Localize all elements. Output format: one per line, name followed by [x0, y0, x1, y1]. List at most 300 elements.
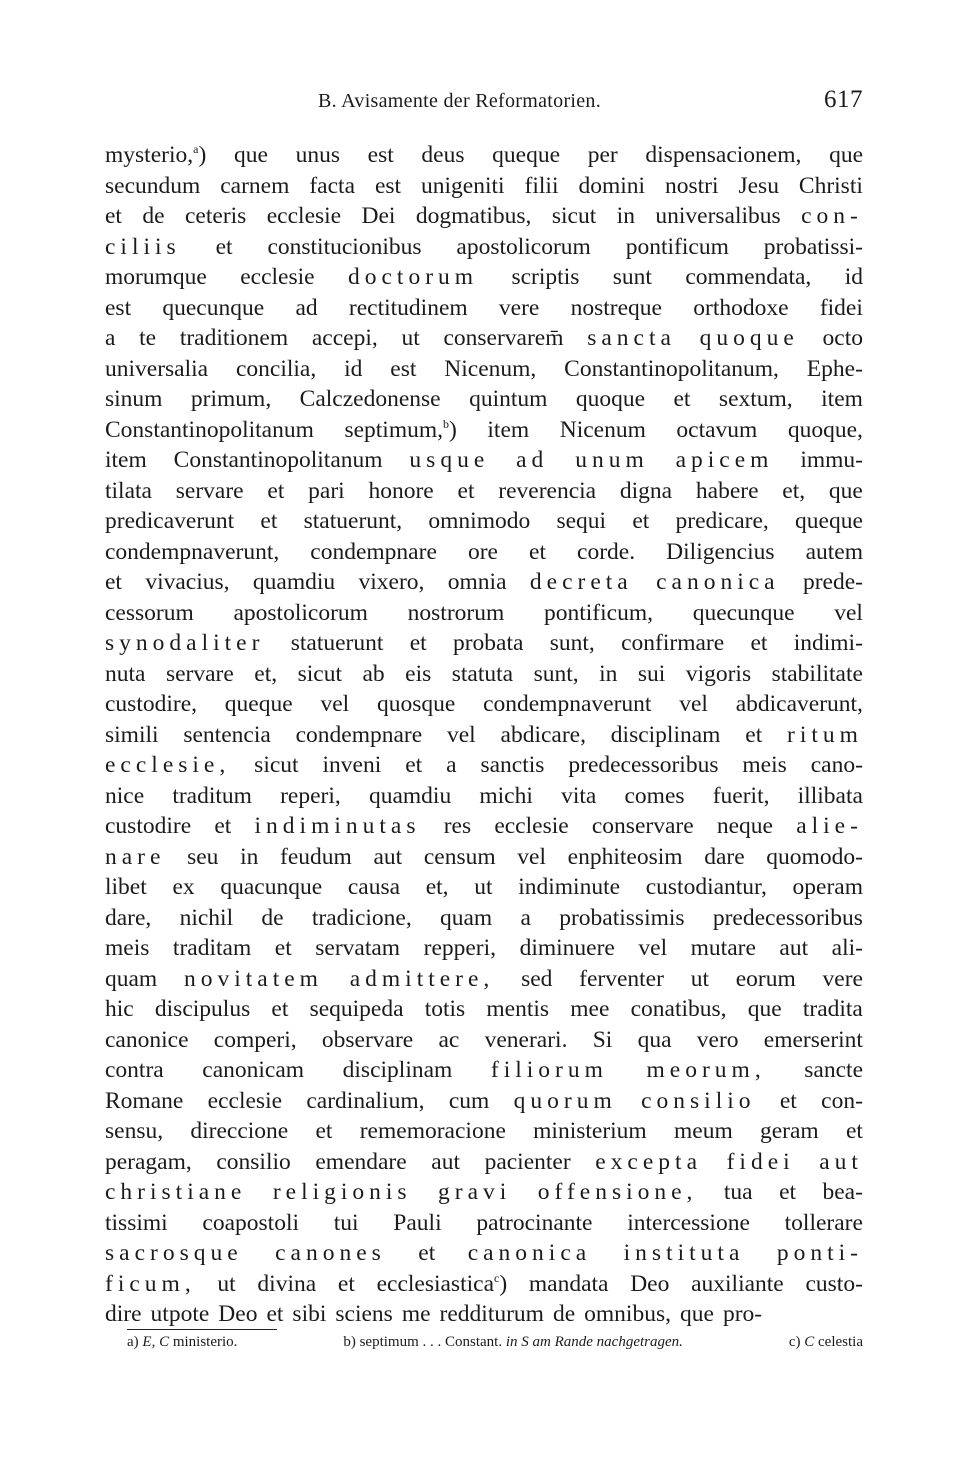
word — [105, 1025, 189, 1056]
word-part: conservare — [591, 813, 694, 839]
word — [468, 537, 498, 568]
word — [520, 933, 615, 964]
word — [846, 1116, 863, 1147]
word — [561, 781, 596, 812]
word — [338, 1269, 355, 1300]
word — [216, 1147, 290, 1178]
word-part: tradita — [802, 996, 863, 1022]
word-part: Nicenum — [559, 416, 646, 443]
word — [656, 567, 780, 598]
word — [424, 933, 496, 964]
word — [105, 903, 151, 934]
word — [821, 384, 863, 415]
word — [691, 964, 709, 995]
word-part: quamdiu — [252, 569, 336, 595]
word — [359, 567, 425, 598]
word-part: aut — [431, 1148, 460, 1175]
word-part: aut — [373, 843, 403, 870]
word — [538, 1177, 698, 1208]
word-part: item — [821, 386, 863, 412]
spaced-word: con- — [801, 203, 863, 229]
word-part: dire — [105, 1301, 142, 1327]
word — [587, 323, 676, 354]
word — [350, 964, 495, 995]
word-part: discipulus — [154, 996, 251, 1022]
word — [514, 1086, 617, 1117]
word-part: seu — [187, 843, 219, 870]
footnote-rule — [127, 1329, 277, 1330]
word — [298, 659, 342, 690]
word-part: et — [745, 721, 763, 748]
word — [800, 445, 863, 476]
word-part: facta — [309, 172, 356, 199]
word-part: disciplinam — [610, 721, 721, 748]
word-part: michi — [479, 782, 533, 809]
word — [405, 750, 422, 781]
word — [568, 842, 683, 873]
word-part: item — [487, 416, 530, 443]
word — [674, 384, 691, 415]
word-part: quoque — [575, 386, 646, 412]
word — [440, 1299, 544, 1330]
word-part: nostrorum — [407, 599, 505, 626]
word — [745, 720, 762, 751]
word-part: ) — [198, 142, 207, 168]
spaced-word: apicem — [675, 447, 774, 473]
word-part: inveni — [322, 752, 382, 778]
word — [655, 201, 780, 232]
word — [267, 232, 421, 263]
word — [172, 781, 252, 812]
word-part: sciens — [335, 1301, 393, 1327]
word-part: immu- — [800, 447, 863, 473]
word-part: quecunque — [692, 599, 795, 626]
word — [105, 994, 134, 1025]
word-part: et — [529, 538, 546, 565]
word — [304, 506, 403, 537]
word — [486, 994, 549, 1025]
spaced-word: gravi — [438, 1179, 512, 1205]
word-part: vel — [447, 721, 476, 748]
word — [571, 293, 662, 324]
word — [390, 354, 416, 385]
word-part: hic — [105, 996, 134, 1022]
word-part: intercessione — [627, 1209, 750, 1236]
word — [275, 1238, 386, 1269]
text-line — [105, 384, 863, 415]
word-part: id — [844, 264, 863, 290]
text-line — [105, 1299, 863, 1330]
word-part: et — [266, 1301, 284, 1327]
word — [261, 903, 283, 934]
word — [717, 811, 773, 842]
word — [267, 201, 341, 232]
word-part: indiminute — [518, 874, 621, 900]
word-part: servatam — [315, 935, 401, 961]
word-part: abdicare, — [500, 721, 586, 748]
word — [105, 140, 206, 171]
word-part: que — [747, 996, 782, 1022]
word — [533, 1116, 647, 1147]
word-part: octavum — [676, 416, 758, 443]
word — [676, 445, 774, 476]
word — [750, 628, 767, 659]
word — [105, 872, 147, 903]
footnote-b-text: septimum . . . Constant. — [359, 1334, 503, 1350]
word — [501, 720, 586, 751]
text-line — [105, 1116, 863, 1147]
word — [291, 628, 384, 659]
word-part: diminuere — [519, 935, 615, 961]
word-part: divina — [257, 1270, 317, 1297]
word — [176, 476, 244, 507]
word — [253, 567, 335, 598]
word-part: sanctis — [480, 752, 545, 778]
word — [521, 903, 531, 934]
word-part: in — [599, 660, 618, 687]
word — [444, 354, 536, 385]
word-part: rememoracione — [359, 1118, 506, 1144]
word — [202, 1208, 299, 1239]
word — [772, 659, 863, 690]
word-part: auxiliante — [691, 1270, 784, 1297]
word — [742, 750, 786, 781]
word-part: quosque — [376, 691, 456, 717]
word — [105, 1116, 163, 1147]
text-line — [105, 964, 863, 995]
text-line — [105, 1177, 863, 1208]
word — [646, 872, 767, 903]
word-part: predicare, — [675, 508, 769, 534]
word-part: con- — [821, 1087, 863, 1114]
word — [105, 1299, 142, 1330]
word — [552, 201, 596, 232]
spaced-word: filiorum — [490, 1057, 608, 1083]
word-part: comes — [624, 782, 685, 809]
word — [240, 842, 258, 873]
word-part: digna — [619, 477, 673, 504]
text-line — [105, 537, 863, 568]
word — [599, 659, 617, 690]
word-part: a — [520, 904, 531, 931]
word — [584, 1299, 671, 1330]
word — [665, 171, 719, 202]
word-part: et, — [425, 874, 449, 900]
word — [105, 1269, 196, 1300]
word — [785, 1208, 863, 1239]
word-part: confirmare — [621, 630, 725, 656]
footnote-a-label: a) — [127, 1334, 139, 1350]
word — [521, 964, 552, 995]
word — [271, 994, 288, 1025]
word — [534, 659, 579, 690]
word — [105, 445, 147, 476]
word-part: ecclesiastica — [376, 1270, 494, 1297]
word-part: bea- — [822, 1179, 863, 1205]
word — [105, 781, 144, 812]
spaced-word: usque — [409, 447, 490, 473]
word-part: et — [105, 203, 122, 229]
word-part: condempnaverunt — [483, 691, 652, 717]
word — [375, 171, 401, 202]
word — [344, 415, 456, 446]
spaced-word: aut — [819, 1148, 863, 1175]
word — [550, 628, 595, 659]
word — [348, 262, 478, 293]
word — [312, 323, 378, 354]
word-part: corde. — [577, 538, 636, 565]
text-line — [105, 323, 863, 354]
word-part: filii — [524, 172, 559, 199]
word-part: consilio — [216, 1148, 291, 1175]
spaced-word: canones — [275, 1240, 386, 1266]
word — [105, 933, 149, 964]
text-line — [105, 476, 863, 507]
text-line — [105, 689, 863, 720]
word — [559, 903, 684, 934]
word-part: et — [260, 508, 278, 534]
word-part: omnimodo — [428, 508, 531, 534]
word — [638, 933, 667, 964]
word — [410, 628, 427, 659]
word — [425, 994, 465, 1025]
word-part: et — [750, 630, 768, 656]
word — [308, 476, 345, 507]
text-line — [105, 750, 863, 781]
word — [260, 506, 277, 537]
word — [105, 506, 234, 537]
word — [105, 964, 157, 995]
word-part: geram — [760, 1118, 819, 1144]
word — [105, 598, 194, 629]
word-part: rectitudinem — [348, 294, 468, 321]
word-part: meis — [105, 935, 150, 961]
word-part: tilata — [105, 477, 152, 504]
word-part: totis — [424, 996, 466, 1022]
word-part: feudum — [280, 843, 352, 870]
word-part: cum — [448, 1087, 490, 1114]
word — [220, 171, 289, 202]
word — [556, 506, 606, 537]
word-part: omnibus, — [584, 1301, 671, 1327]
word — [499, 293, 539, 324]
spaced-word: fidei — [726, 1148, 795, 1175]
word-part: condempnaverunt, — [105, 538, 280, 565]
text-line — [105, 903, 863, 934]
word-part: cardinalium, — [306, 1087, 425, 1114]
word-part: mee — [570, 996, 610, 1022]
word-part: ecclesie — [207, 1087, 283, 1114]
word-part: in — [240, 843, 259, 870]
word — [315, 933, 400, 964]
word — [180, 903, 234, 934]
word-part: dare — [704, 843, 745, 870]
word-part: et — [632, 508, 650, 534]
word — [724, 1177, 753, 1208]
word — [208, 1086, 282, 1117]
word — [453, 628, 523, 659]
text-line — [105, 232, 863, 263]
footnote-a-siglum: E, C — [142, 1334, 170, 1350]
word-part: Deo — [630, 1270, 670, 1297]
word-part: utpote — [150, 1301, 210, 1327]
page-number: 617 — [824, 86, 863, 113]
word-part: est — [374, 172, 402, 199]
word — [474, 872, 492, 903]
footnotes — [127, 1331, 863, 1353]
word — [516, 445, 548, 476]
word-part: honore — [368, 477, 434, 504]
word-part: et — [418, 1240, 436, 1266]
footnote-ref: b — [443, 416, 450, 431]
word-part: octo — [822, 325, 863, 351]
word — [469, 384, 547, 415]
word — [822, 1177, 862, 1208]
word — [834, 598, 863, 629]
word — [348, 872, 400, 903]
word — [625, 781, 685, 812]
word — [300, 384, 441, 415]
word-part: ut — [401, 325, 420, 351]
word-part: morumque — [105, 264, 207, 290]
word-part: vel — [638, 935, 668, 961]
spaced-word: ficum, — [105, 1270, 196, 1297]
word — [105, 628, 264, 659]
word — [480, 750, 544, 781]
spaced-word: ecclesie, — [105, 752, 231, 778]
word — [764, 232, 863, 263]
word-part: cessorum — [105, 599, 194, 626]
word — [105, 750, 230, 781]
word-part: traditum — [172, 782, 252, 809]
word — [240, 262, 314, 293]
word-part: peragam, — [105, 1148, 192, 1175]
word-part: ut — [690, 965, 709, 992]
word-part: quecunque — [162, 294, 265, 321]
word-part: Jesu — [738, 172, 779, 199]
word-part: ministerium — [533, 1118, 647, 1144]
word — [234, 140, 268, 171]
word — [588, 140, 618, 171]
spaced-word: instituta — [623, 1240, 745, 1266]
word — [296, 140, 340, 171]
word — [832, 933, 863, 964]
word — [105, 659, 145, 690]
word-part: sicut — [297, 660, 342, 687]
word — [787, 720, 863, 751]
word-part: redditurum — [439, 1301, 544, 1327]
spaced-word: alie- — [796, 813, 863, 839]
word-part: orthodoxe — [693, 294, 789, 321]
word — [105, 171, 200, 202]
word-part: pontificum — [625, 233, 729, 260]
word-part: nostri — [664, 172, 719, 199]
word — [446, 750, 456, 781]
word — [794, 628, 863, 659]
word — [105, 293, 131, 324]
word — [334, 1208, 359, 1239]
word — [713, 781, 770, 812]
word — [431, 1147, 460, 1178]
spaced-word: ritum — [787, 721, 863, 748]
word — [736, 964, 796, 995]
word — [468, 1238, 592, 1269]
word-part: causa — [347, 874, 401, 900]
word-part: venerari. — [484, 1026, 568, 1053]
word — [214, 1025, 297, 1056]
word — [428, 506, 530, 537]
word — [621, 628, 724, 659]
word — [408, 598, 505, 629]
spaced-word: offensione, — [537, 1179, 698, 1205]
word-part: ecclesie — [494, 813, 569, 839]
word-part: quomodo- — [766, 843, 863, 870]
word-part: libet — [105, 874, 147, 900]
word-part: sicut — [254, 752, 299, 778]
word-part: mysterio, — [105, 142, 194, 168]
word — [220, 872, 322, 903]
word — [343, 1055, 453, 1086]
word — [174, 445, 383, 476]
word-part: pari — [308, 477, 345, 504]
word-part: sicut — [551, 203, 597, 229]
word-part: est — [390, 355, 417, 382]
word — [696, 476, 759, 507]
word-part: indimi- — [793, 630, 863, 656]
word — [275, 933, 292, 964]
word — [693, 293, 788, 324]
word — [187, 842, 218, 873]
footnote-ref: a — [193, 142, 199, 156]
footnote-c-label: c) — [788, 1334, 801, 1350]
word-part: constitucionibus — [267, 233, 422, 260]
word — [105, 689, 197, 720]
word — [829, 476, 863, 507]
word-part: queque — [795, 508, 863, 534]
word — [139, 323, 156, 354]
footnote-a — [127, 1331, 237, 1353]
word — [498, 476, 596, 507]
word — [686, 659, 751, 690]
word — [713, 903, 863, 934]
word — [362, 201, 396, 232]
word-part: emerserint — [763, 1026, 863, 1053]
word-part: prede- — [802, 569, 863, 595]
word-part: meum — [673, 1118, 733, 1144]
word-part: Ephe- — [806, 355, 863, 382]
word — [560, 415, 646, 446]
word — [798, 781, 863, 812]
word — [218, 1299, 257, 1330]
word — [570, 994, 609, 1025]
word — [788, 415, 863, 446]
word-part: abdicaverunt, — [735, 691, 863, 717]
word-part: enphiteosim — [567, 843, 683, 870]
word-part: et — [271, 996, 289, 1022]
spaced-word: consilio — [641, 1087, 756, 1114]
text-line — [105, 1055, 863, 1086]
word-part: dogmatibus, — [415, 203, 532, 229]
text-line — [105, 201, 863, 232]
word-part: Nicenum, — [444, 355, 537, 382]
word-part: direccione — [190, 1118, 289, 1144]
word-part: sibi — [292, 1301, 327, 1327]
word — [529, 537, 546, 568]
footnote-b-note: in S am Rande nachgetragen. — [505, 1334, 683, 1350]
word-part: sunt, — [549, 630, 595, 656]
word-part: que — [829, 142, 863, 168]
word-part: eorum — [735, 965, 796, 992]
